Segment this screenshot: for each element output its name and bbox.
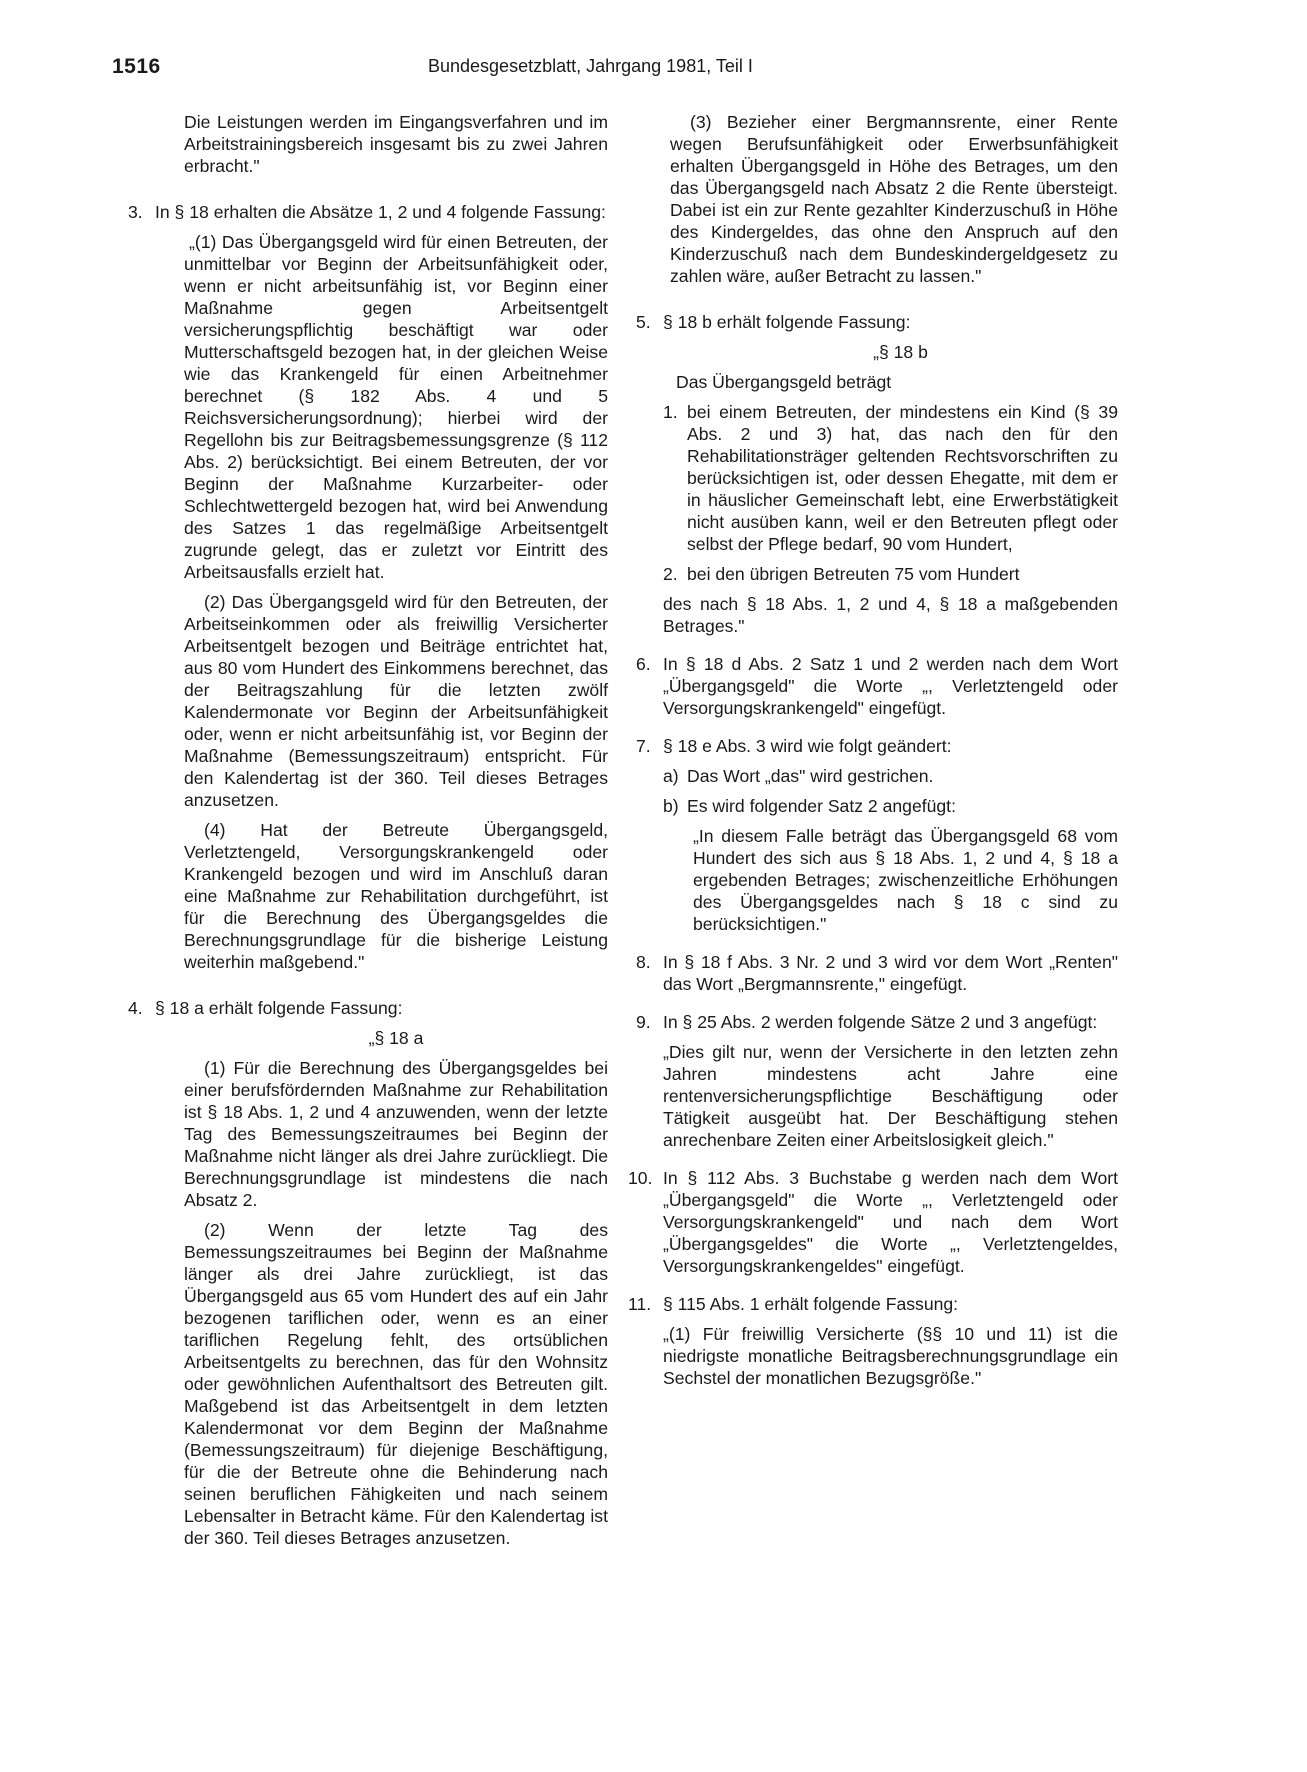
list-item-10 [628,1167,1118,1277]
paragraph-1: „(1) Das Übergangsgeld wird für einen Betreuten, der unmittelbar vor Beginn der Arbeitsunfähigkeit oder, wenn er nicht arbeitsunfähig ist, vor Beginn einer Maßnahme gegen Arbeitsentgelt versicherungspflichtig beschäftigt war oder Mutterschaftsgeld bezogen hat, in der gleichen Weise wie das Krankengeld für einen Arbeitnehmer berechnet (§ 182 Abs. 4 und 5 Reichsversicherungsordnung); hierbei wird der Regellohn bis zur Beitragsbemessungsgrenze (§ 112 Abs. 2) berücksichtigt. Bei einem Betreuten, der vor Beginn der Maßnahme Kurzarbeiter- oder Schlechtwettergeld bezogen hat, wird bei Anwendung des Satzes 1 das regelmäßige Arbeitsentgelt zugrunde gelegt, das er zuletzt vor Eintritt des Arbeitsausfalls erzielt hat. [184,232,608,582]
item-text: In § 25 Abs. 2 werden folgende Sätze 2 und 3 angefügt: [663,1012,1098,1032]
sub-item-number: a) [663,766,679,786]
quoted-paragraph: „(1) Für freiwillig Versicherte (§§ 10 und 11) ist die niedrigste monatliche Beitragsberechnungsgrundlage ein Sechstel der monatlichen Bezugsgröße." [663,1324,1118,1388]
list-item-8 [636,951,1118,995]
section-heading: „§ 18 b [873,342,928,362]
sub-item-number: b) [663,796,679,816]
item-text: § 115 Abs. 1 erhält folgende Fassung: [663,1294,959,1314]
list-item-9 [636,1011,1118,1151]
item-text: § 18 b erhält folgende Fassung: [663,312,911,332]
quoted-sentences: „Dies gilt nur, wenn der Versicherte in den letzten zehn Jahren mindestens acht Jahre eine rentenversicherungspflichtige Beschäftigung oder Tätigkeit ausgeübt hat. Der Beschäftigung stehen anrechenbare Zeiten einer Arbeitslosigkeit gleich." [663,1042,1118,1150]
paragraph-2: (2) Wenn der letzte Tag des Bemessungszeitraumes bei Beginn der Maßnahme länger als drei Jahre zurückliegt, ist das Übergangsgeld aus 65 vom Hundert des auf ein Jahr bezogenen tariflichen oder, wenn es an einer tariflichen Regelung fehlt, des ortsüblichen Arbeitsentgelts zu berechnen, das für den Wohnsitz oder gewöhnlichen Aufenthaltsort des Betreuten gilt. Maßgebend ist das Arbeitsentgelt in dem letzten Kalendermonat vor dem Beginn der Maßnahme (Bemessungszeitraum) für diejenige Beschäftigung, für die der Betreute ohne die Behinderung nach seinen beruflichen Fähigkeiten und nach seinem Lebensalter in Betracht käme. Für den Kalendertag ist der 360. Teil dieses Betrages anzusetzen. [184,1220,608,1548]
sub-item-2 [663,563,1118,585]
list-item-6 [636,653,1118,719]
list-item-5 [636,311,1118,637]
sub-item-text: Das Wort „das" wird gestrichen. [687,766,934,786]
sub-item-text: bei den übrigen Betreuten 75 vom Hundert [687,564,1020,584]
running-head: Bundesgesetzblatt, Jahrgang 1981, Teil I [428,56,753,76]
item-number: 11. [628,1294,652,1314]
intro-paragraph: Die Leistungen werden im Eingangsverfahren und im Arbeitstrainingsbereich insgesamt bis zu zwei Jahren erbracht." [184,112,608,176]
item-number: 8. [636,952,651,972]
sub-item-text: bei einem Betreuten, der mindestens ein Kind (§ 39 Abs. 2 und 3) hat, das nach den für den Rehabilitationsträger geltenden Rechtsvorschriften zu berücksichtigen ist, oder dessen Ehegatte, mit dem er in häuslicher Gemeinschaft lebt, eine Erwerbstätigkeit nicht ausüben kann, weil er den Betreuten pflegt oder selbst der Pflege bedarf, 90 vom Hundert, [687,402,1118,554]
list-item-11 [628,1293,1118,1389]
page-number: 1516 [112,55,161,78]
item-text: In § 112 Abs. 3 Buchstabe g werden nach dem Wort „Übergangsgeld" die Worte „, Verletztengeld oder Versorgungskrankengeld" und nach dem Wort „Übergangsgeldes" die Worte „, Verletztengeldes, Versorgungskrankengeldes" eingefügt. [663,1168,1118,1276]
sub-item-text: Es wird folgender Satz 2 angefügt: [687,796,956,816]
item-text: In § 18 erhalten die Absätze 1, 2 und 4 folgende Fassung: [155,202,606,222]
item-number: 6. [636,654,651,674]
item-number: 10. [628,1168,653,1188]
list-item-4 [128,997,608,1549]
item-text: In § 18 d Abs. 2 Satz 1 und 2 werden nach dem Wort „Übergangsgeld" die Worte „, Verletztengeld oder Versorgungskrankengeld" eingefügt. [663,654,1118,718]
item-number: 7. [636,736,651,756]
paragraph-1: (1) Für die Berechnung des Übergangsgeldes bei einer berufsfördernden Maßnahme zur Rehabilitation ist § 18 Abs. 1, 2 und 4 anzuwenden, wenn der letzte Tag des Bemessungszeitraumes bei Beginn der Maßnahme nicht länger als drei Jahre zurückliegt. Die Berechnungsgrundlage ist mindestens die nach Absatz 2. [184,1058,608,1210]
item-number: 3. [128,202,143,222]
sub-item-number: 2. [663,564,678,584]
right-column [628,111,1118,1389]
sub-item-1 [663,401,1118,555]
paragraph-2: (2) Das Übergangsgeld wird für den Betreuten, der Arbeitseinkommen oder als freiwillig Versicherter Arbeitsentgelt bezogen und Beiträge entrichtet hat, aus 80 vom Hundert des Einkommens berechnet, das der Beitragszahlung für die letzten zwölf Kalendermonate vor Beginn der Arbeitsunfähigkeit oder, wenn er nicht arbeitsunfähig ist, vor Beginn der Maßnahme (Bemessungszeitraum) entspricht. Für den Kalendertag ist der 360. Teil dieses Betrages anzusetzen. [184,592,608,810]
item-number: 9. [636,1012,651,1032]
paragraph-3: (3) Bezieher einer Bergmannsrente, einer Rente wegen Berufsunfähigkeit oder Erwerbsunfähigkeit erhalten Übergangsgeld in Höhe des Betrages, um den das Übergangsgeld nach Absatz 2 die Rente übersteigt. Dabei ist ein zur Rente gezahlter Kinderzuschuß in Höhe des Kindergeldes, das ohne den Anspruch auf den Kinderzuschuß nach dem Bundeskindergeldgesetz zu zahlen wäre, außer Betracht zu lassen." [670,112,1118,286]
item-text: § 18 e Abs. 3 wird wie folgt geändert: [663,736,952,756]
item-text: § 18 a erhält folgende Fassung: [155,998,403,1018]
section-heading: „§ 18 a [368,1028,424,1048]
paragraph-4: (4) Hat der Betreute Übergangsgeld, Verletztengeld, Versorgungskrankengeld oder Krankengeld bezogen und wird im Anschluß daran eine Maßnahme zur Rehabilitation durchgeführt, ist für die Berechnung des Übergangsgeldes die Berechnungsgrundlage für die bisherige Leistung weiterhin maßgebend." [184,820,608,972]
sub-item-number: 1. [663,402,678,422]
item-number: 4. [128,998,143,1018]
quoted-sentence: „In diesem Falle beträgt das Übergangsgeld 68 vom Hundert des sich aus § 18 Abs. 1, 2 und 4, § 18 a ergebenden Betrages; zwischenzeitliche Erhöhungen des Übergangsgeldes nach § 18 c sind zu berücksichtigen." [693,826,1118,934]
item-number: 5. [636,312,651,332]
left-column [128,111,608,1549]
lead-text: Das Übergangsgeld beträgt [676,372,892,392]
sub-item-a [663,765,1118,787]
item-text: In § 18 f Abs. 3 Nr. 2 und 3 wird vor dem Wort „Renten" das Wort „Bergmannsrente," eingefügt. [663,952,1118,994]
sub-item-b [663,795,1118,935]
list-item-7 [636,735,1118,935]
tail-text: des nach § 18 Abs. 1, 2 und 4, § 18 a maßgebenden Betrages." [663,594,1118,636]
list-item-3 [128,201,608,973]
